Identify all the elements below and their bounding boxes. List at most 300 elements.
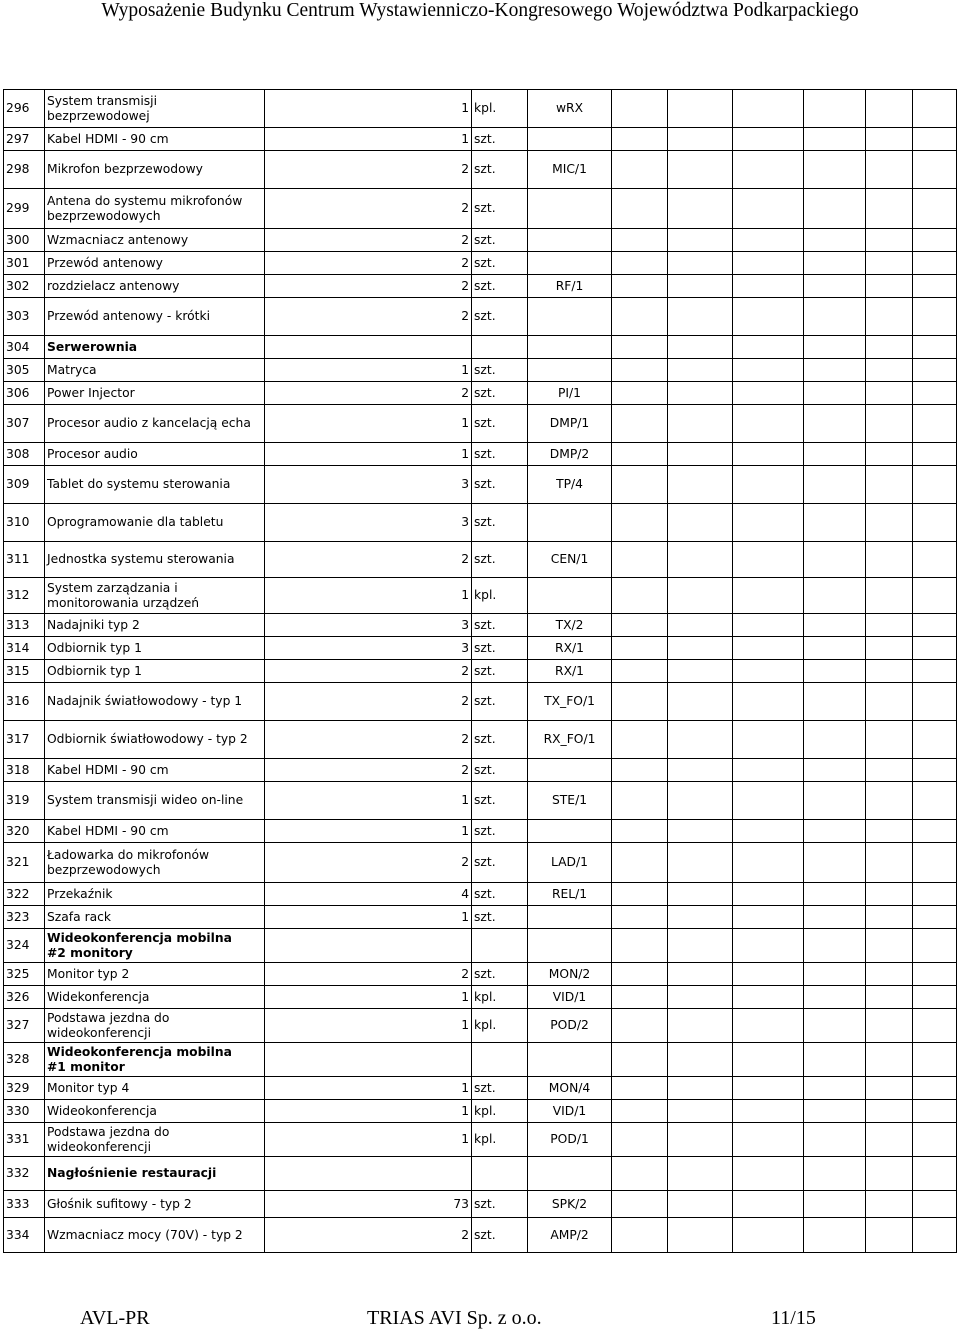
empty-cell: [866, 614, 913, 637]
empty-cell: [866, 929, 913, 963]
empty-cell: [866, 298, 913, 336]
empty-cell: [866, 443, 913, 466]
empty-cell: [612, 1157, 668, 1191]
empty-cell: [733, 963, 804, 986]
empty-cell: [612, 883, 668, 906]
item-symbol: VID/1: [528, 986, 612, 1009]
empty-cell: [668, 1100, 733, 1123]
item-unit: szt.: [472, 189, 528, 229]
item-quantity: 2: [265, 151, 472, 189]
empty-cell: [668, 1077, 733, 1100]
empty-cell: [866, 1043, 913, 1077]
empty-cell: [733, 929, 804, 963]
item-unit: szt.: [472, 906, 528, 929]
empty-cell: [913, 820, 957, 843]
table-row: [4, 660, 957, 683]
item-symbol: [528, 929, 612, 963]
empty-cell: [668, 843, 733, 883]
empty-cell: [913, 906, 957, 929]
table-row: [4, 1123, 957, 1157]
item-symbol: TP/4: [528, 466, 612, 504]
empty-cell: [668, 759, 733, 782]
item-name: Kabel HDMI - 90 cm: [45, 128, 265, 151]
item-unit: szt.: [472, 1077, 528, 1100]
item-symbol: RX/1: [528, 660, 612, 683]
empty-cell: [612, 660, 668, 683]
item-number: 319: [4, 782, 45, 820]
empty-cell: [668, 614, 733, 637]
empty-cell: [668, 128, 733, 151]
empty-cell: [668, 782, 733, 820]
empty-cell: [668, 1043, 733, 1077]
item-number: 316: [4, 683, 45, 721]
item-quantity: 1: [265, 443, 472, 466]
empty-cell: [913, 1100, 957, 1123]
empty-cell: [913, 336, 957, 359]
empty-cell: [612, 1218, 668, 1253]
empty-cell: [733, 90, 804, 128]
item-quantity: 1: [265, 1123, 472, 1157]
item-symbol: [528, 759, 612, 782]
empty-cell: [804, 359, 866, 382]
item-name: System transmisji bezprzewodowej: [45, 90, 265, 128]
item-quantity: 1: [265, 906, 472, 929]
empty-cell: [866, 504, 913, 542]
item-symbol: VID/1: [528, 1100, 612, 1123]
table-row: [4, 542, 957, 578]
empty-cell: [866, 1009, 913, 1043]
table-row: [4, 359, 957, 382]
item-symbol: SPK/2: [528, 1191, 612, 1218]
item-unit: szt.: [472, 298, 528, 336]
table-row: [4, 151, 957, 189]
item-quantity: 1: [265, 820, 472, 843]
item-name: Monitor typ 2: [45, 963, 265, 986]
empty-cell: [913, 189, 957, 229]
empty-cell: [668, 336, 733, 359]
item-symbol: [528, 229, 612, 252]
empty-cell: [804, 382, 866, 405]
empty-cell: [668, 683, 733, 721]
item-unit: szt.: [472, 466, 528, 504]
item-unit: [472, 929, 528, 963]
empty-cell: [733, 128, 804, 151]
empty-cell: [668, 275, 733, 298]
item-unit: szt.: [472, 637, 528, 660]
empty-cell: [804, 578, 866, 614]
item-unit: kpl.: [472, 90, 528, 128]
item-number: 306: [4, 382, 45, 405]
empty-cell: [913, 843, 957, 883]
item-number: 304: [4, 336, 45, 359]
item-quantity: [265, 929, 472, 963]
item-name: Ładowarka do mikrofonów bezprzewodowych: [45, 843, 265, 883]
item-symbol: DMP/2: [528, 443, 612, 466]
empty-cell: [913, 1043, 957, 1077]
empty-cell: [866, 843, 913, 883]
item-name: Wzmacniacz mocy (70V) - typ 2: [45, 1218, 265, 1253]
empty-cell: [804, 466, 866, 504]
item-name: Power Injector: [45, 382, 265, 405]
item-symbol: RF/1: [528, 275, 612, 298]
empty-cell: [733, 906, 804, 929]
empty-cell: [668, 578, 733, 614]
empty-cell: [804, 504, 866, 542]
item-name: Antena do systemu mikrofonów bezprzewodowych: [45, 189, 265, 229]
empty-cell: [866, 1218, 913, 1253]
empty-cell: [668, 542, 733, 578]
empty-cell: [866, 252, 913, 275]
item-unit: szt.: [472, 542, 528, 578]
empty-cell: [913, 963, 957, 986]
empty-cell: [733, 443, 804, 466]
table-row: [4, 1077, 957, 1100]
empty-cell: [733, 382, 804, 405]
item-number: 323: [4, 906, 45, 929]
empty-cell: [866, 466, 913, 504]
empty-cell: [913, 229, 957, 252]
table-row: [4, 443, 957, 466]
empty-cell: [612, 1191, 668, 1218]
item-unit: szt.: [472, 252, 528, 275]
table-row: [4, 782, 957, 820]
item-number: 308: [4, 443, 45, 466]
item-quantity: 2: [265, 189, 472, 229]
empty-cell: [612, 252, 668, 275]
empty-cell: [733, 782, 804, 820]
item-number: 305: [4, 359, 45, 382]
item-name: Nadajnik światłowodowy - typ 1: [45, 683, 265, 721]
table-row: [4, 90, 957, 128]
item-symbol: RX_FO/1: [528, 721, 612, 759]
empty-cell: [668, 466, 733, 504]
table-row: [4, 578, 957, 614]
empty-cell: [804, 151, 866, 189]
item-number: 325: [4, 963, 45, 986]
item-quantity: 2: [265, 683, 472, 721]
item-unit: szt.: [472, 128, 528, 151]
empty-cell: [612, 229, 668, 252]
empty-cell: [612, 843, 668, 883]
item-unit: kpl.: [472, 1123, 528, 1157]
empty-cell: [668, 1009, 733, 1043]
item-quantity: [265, 1043, 472, 1077]
item-name: System zarządzania i monitorowania urządzeń: [45, 578, 265, 614]
item-unit: szt.: [472, 1218, 528, 1253]
item-unit: szt.: [472, 721, 528, 759]
item-number: 330: [4, 1100, 45, 1123]
item-number: 297: [4, 128, 45, 151]
item-number: 332: [4, 1157, 45, 1191]
empty-cell: [733, 1077, 804, 1100]
empty-cell: [733, 883, 804, 906]
item-name: Serwerownia: [45, 336, 265, 359]
table-row: [4, 405, 957, 443]
empty-cell: [733, 683, 804, 721]
item-number: 310: [4, 504, 45, 542]
table-row: [4, 963, 957, 986]
empty-cell: [804, 229, 866, 252]
table-row: [4, 336, 957, 359]
empty-cell: [668, 963, 733, 986]
empty-cell: [866, 906, 913, 929]
table-row: [4, 189, 957, 229]
empty-cell: [913, 637, 957, 660]
item-unit: szt.: [472, 275, 528, 298]
table-row: [4, 1009, 957, 1043]
item-number: 320: [4, 820, 45, 843]
empty-cell: [668, 1191, 733, 1218]
item-name: Wzmacniacz antenowy: [45, 229, 265, 252]
item-name: Matryca: [45, 359, 265, 382]
empty-cell: [612, 683, 668, 721]
empty-cell: [733, 820, 804, 843]
item-name: Tablet do systemu sterowania: [45, 466, 265, 504]
table-row: [4, 229, 957, 252]
empty-cell: [804, 759, 866, 782]
item-name: Widekonferencja: [45, 986, 265, 1009]
empty-cell: [612, 782, 668, 820]
empty-cell: [866, 782, 913, 820]
item-number: 301: [4, 252, 45, 275]
empty-cell: [804, 1218, 866, 1253]
item-quantity: 2: [265, 229, 472, 252]
item-symbol: [528, 336, 612, 359]
item-quantity: 73: [265, 1191, 472, 1218]
item-symbol: CEN/1: [528, 542, 612, 578]
item-number: 302: [4, 275, 45, 298]
empty-cell: [913, 1123, 957, 1157]
empty-cell: [804, 336, 866, 359]
empty-cell: [612, 128, 668, 151]
empty-cell: [668, 443, 733, 466]
item-symbol: [528, 1157, 612, 1191]
item-symbol: LAD/1: [528, 843, 612, 883]
empty-cell: [804, 405, 866, 443]
empty-cell: [612, 614, 668, 637]
empty-cell: [668, 721, 733, 759]
table-row: [4, 721, 957, 759]
item-quantity: 1: [265, 986, 472, 1009]
item-quantity: 1: [265, 405, 472, 443]
item-quantity: 3: [265, 504, 472, 542]
item-number: 311: [4, 542, 45, 578]
item-unit: szt.: [472, 759, 528, 782]
empty-cell: [668, 1123, 733, 1157]
item-unit: szt.: [472, 883, 528, 906]
item-symbol: TX/2: [528, 614, 612, 637]
empty-cell: [866, 963, 913, 986]
empty-cell: [913, 721, 957, 759]
empty-cell: [804, 1100, 866, 1123]
empty-cell: [612, 504, 668, 542]
empty-cell: [668, 405, 733, 443]
empty-cell: [804, 782, 866, 820]
empty-cell: [612, 90, 668, 128]
empty-cell: [612, 1100, 668, 1123]
empty-cell: [612, 759, 668, 782]
item-name: Odbiornik typ 1: [45, 660, 265, 683]
item-name: Wideokonferencja: [45, 1100, 265, 1123]
empty-cell: [804, 1043, 866, 1077]
item-number: 327: [4, 1009, 45, 1043]
table-row: [4, 466, 957, 504]
item-number: 321: [4, 843, 45, 883]
empty-cell: [733, 614, 804, 637]
empty-cell: [612, 578, 668, 614]
empty-cell: [612, 189, 668, 229]
empty-cell: [913, 443, 957, 466]
empty-cell: [612, 151, 668, 189]
empty-cell: [804, 443, 866, 466]
empty-cell: [733, 660, 804, 683]
item-symbol: MON/2: [528, 963, 612, 986]
item-unit: szt.: [472, 359, 528, 382]
empty-cell: [913, 986, 957, 1009]
item-quantity: [265, 1157, 472, 1191]
item-number: 312: [4, 578, 45, 614]
empty-cell: [804, 1009, 866, 1043]
empty-cell: [913, 1218, 957, 1253]
empty-cell: [866, 128, 913, 151]
table-row: [4, 843, 957, 883]
empty-cell: [804, 1077, 866, 1100]
item-number: 329: [4, 1077, 45, 1100]
empty-cell: [866, 151, 913, 189]
empty-cell: [913, 466, 957, 504]
item-number: 298: [4, 151, 45, 189]
empty-cell: [866, 883, 913, 906]
item-quantity: 1: [265, 578, 472, 614]
empty-cell: [913, 252, 957, 275]
item-quantity: 1: [265, 128, 472, 151]
item-unit: szt.: [472, 963, 528, 986]
table-row: [4, 1100, 957, 1123]
empty-cell: [612, 929, 668, 963]
empty-cell: [866, 1077, 913, 1100]
empty-cell: [913, 578, 957, 614]
table-row: [4, 637, 957, 660]
empty-cell: [668, 359, 733, 382]
table-row: [4, 1157, 957, 1191]
empty-cell: [668, 637, 733, 660]
item-unit: kpl.: [472, 986, 528, 1009]
empty-cell: [913, 542, 957, 578]
empty-cell: [668, 504, 733, 542]
empty-cell: [804, 906, 866, 929]
empty-cell: [733, 275, 804, 298]
empty-cell: [733, 578, 804, 614]
empty-cell: [612, 820, 668, 843]
empty-cell: [866, 759, 913, 782]
page-footer: [0, 1305, 960, 1333]
table-row: [4, 382, 957, 405]
empty-cell: [612, 443, 668, 466]
item-quantity: 3: [265, 637, 472, 660]
item-unit: szt.: [472, 683, 528, 721]
item-symbol: wRX: [528, 90, 612, 128]
empty-cell: [804, 883, 866, 906]
empty-cell: [668, 252, 733, 275]
item-symbol: PI/1: [528, 382, 612, 405]
item-name: Podstawa jezdna do wideokonferencji: [45, 1009, 265, 1043]
empty-cell: [913, 405, 957, 443]
empty-cell: [612, 336, 668, 359]
item-number: 317: [4, 721, 45, 759]
empty-cell: [612, 359, 668, 382]
empty-cell: [733, 405, 804, 443]
item-name: Monitor typ 4: [45, 1077, 265, 1100]
empty-cell: [866, 578, 913, 614]
empty-cell: [612, 986, 668, 1009]
empty-cell: [913, 782, 957, 820]
empty-cell: [804, 542, 866, 578]
footer-document-code: AVL-PR: [80, 1307, 150, 1329]
item-symbol: AMP/2: [528, 1218, 612, 1253]
empty-cell: [733, 986, 804, 1009]
empty-cell: [733, 1157, 804, 1191]
item-quantity: 4: [265, 883, 472, 906]
item-unit: szt.: [472, 660, 528, 683]
empty-cell: [804, 820, 866, 843]
item-symbol: MON/4: [528, 1077, 612, 1100]
table-row: [4, 820, 957, 843]
empty-cell: [866, 986, 913, 1009]
empty-cell: [913, 359, 957, 382]
item-name: Kabel HDMI - 90 cm: [45, 759, 265, 782]
item-unit: [472, 1157, 528, 1191]
empty-cell: [866, 542, 913, 578]
item-unit: szt.: [472, 1191, 528, 1218]
item-unit: szt.: [472, 614, 528, 637]
item-number: 314: [4, 637, 45, 660]
item-number: 322: [4, 883, 45, 906]
item-symbol: [528, 189, 612, 229]
empty-cell: [866, 1157, 913, 1191]
empty-cell: [804, 683, 866, 721]
empty-cell: [733, 298, 804, 336]
item-number: 296: [4, 90, 45, 128]
table-row: [4, 683, 957, 721]
empty-cell: [668, 151, 733, 189]
empty-cell: [866, 1191, 913, 1218]
item-quantity: 2: [265, 298, 472, 336]
item-symbol: RX/1: [528, 637, 612, 660]
item-number: 334: [4, 1218, 45, 1253]
item-quantity: 2: [265, 542, 472, 578]
item-unit: [472, 1043, 528, 1077]
empty-cell: [913, 660, 957, 683]
empty-cell: [804, 189, 866, 229]
table-row: [4, 504, 957, 542]
item-unit: [472, 336, 528, 359]
empty-cell: [612, 466, 668, 504]
empty-cell: [612, 1009, 668, 1043]
empty-cell: [866, 359, 913, 382]
empty-cell: [866, 336, 913, 359]
empty-cell: [733, 1123, 804, 1157]
item-symbol: [528, 128, 612, 151]
empty-cell: [612, 906, 668, 929]
empty-cell: [913, 759, 957, 782]
item-number: 333: [4, 1191, 45, 1218]
item-quantity: 1: [265, 359, 472, 382]
empty-cell: [733, 1218, 804, 1253]
item-number: 326: [4, 986, 45, 1009]
item-name: Oprogramowanie dla tabletu: [45, 504, 265, 542]
empty-cell: [804, 614, 866, 637]
item-unit: szt.: [472, 782, 528, 820]
